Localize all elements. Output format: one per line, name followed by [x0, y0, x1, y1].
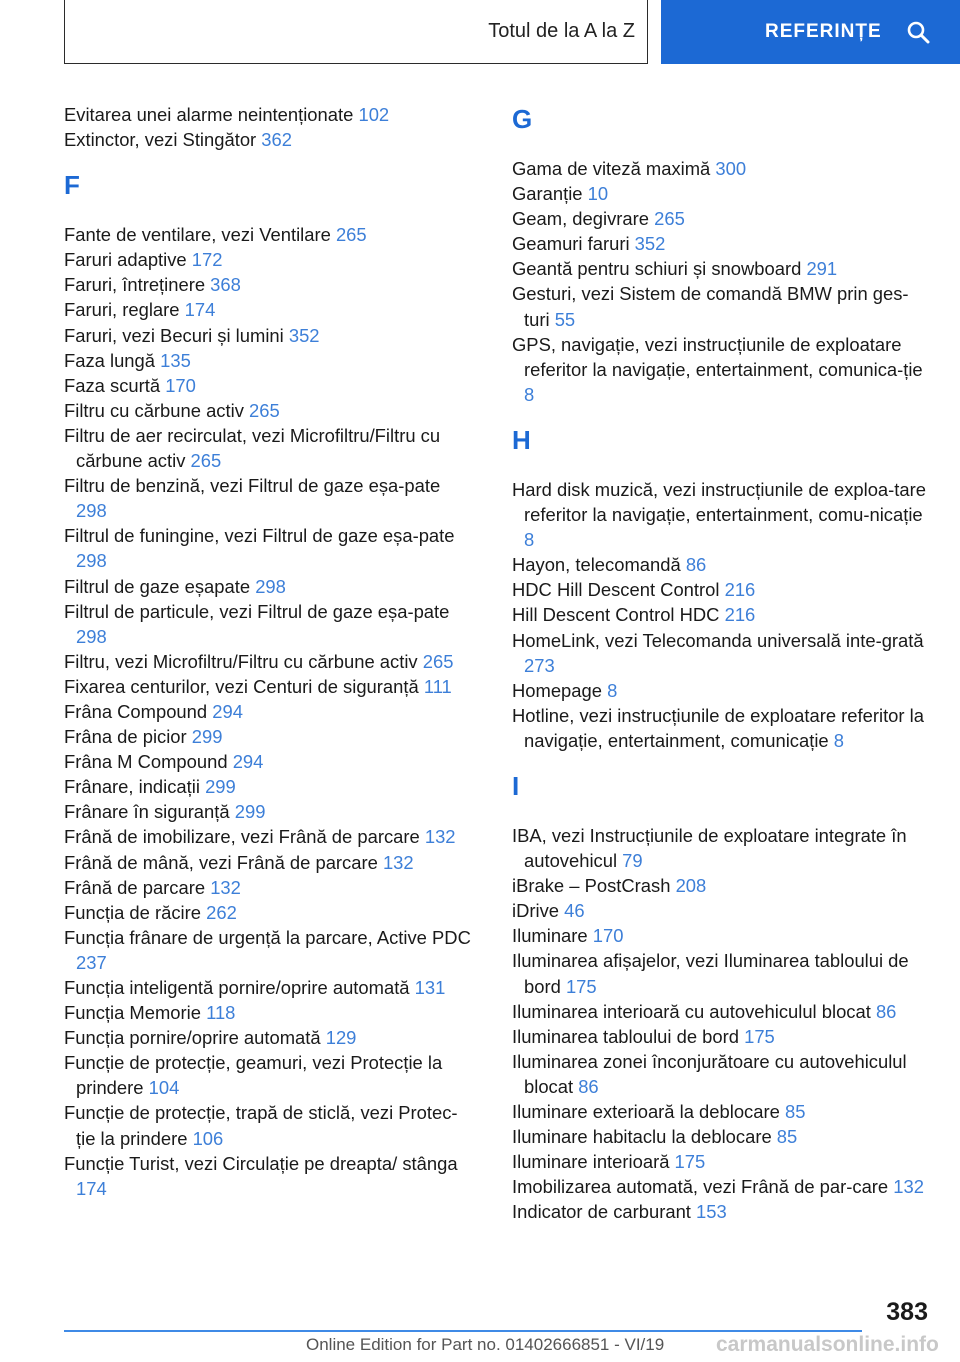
index-entry-text: Hayon, telecomandă [512, 554, 681, 576]
index-entry-text: Evitarea unei alarme neintenționate [64, 104, 354, 125]
page-reference-link[interactable]: 299 [191, 726, 223, 748]
index-entry [64, 222, 474, 247]
index-entry-text: Geantă pentru schiuri și snowboard [512, 258, 802, 280]
page-reference-link[interactable]: 291 [806, 258, 838, 280]
page-reference-link[interactable]: 174 [184, 299, 216, 321]
page-reference-link[interactable]: 216 [724, 579, 756, 601]
index-entry-text: Filtru de benzină, vezi Filtrul de gaze eșa-pate [64, 475, 441, 497]
page-reference-link[interactable]: 208 [675, 875, 707, 897]
index-entry [512, 156, 932, 181]
index-entry [64, 473, 474, 523]
index-entry-text: Hard disk muzică, vezi instrucțiunile de exploa-tare referitor la navigație, entertainment, comu-nicație [512, 478, 926, 526]
page-reference-link[interactable]: 85 [784, 1101, 806, 1122]
index-entry-text: Filtru, vezi Microfiltru/Filtru cu cărbune activ [64, 650, 418, 672]
page-reference-link[interactable]: 79 [622, 850, 643, 872]
index-entry-text: Iluminare habitaclu la deblocare [512, 1126, 772, 1148]
index-entry-text: Frâna de picior [64, 726, 187, 748]
index-entry [512, 477, 932, 552]
index-entry [64, 398, 474, 423]
page-reference-link[interactable]: 132 [424, 826, 456, 848]
page-reference-link[interactable]: 132 [893, 1176, 924, 1198]
index-entry [512, 1049, 932, 1099]
page-reference-link[interactable]: 265 [249, 399, 280, 421]
index-entry [512, 823, 932, 873]
index-entry [64, 423, 474, 473]
page-reference-link[interactable]: 273 [524, 654, 555, 676]
page-reference-link[interactable]: 174 [76, 1177, 107, 1199]
index-entry [512, 206, 932, 231]
index-entry-text: Funcție de protecție, trapă de sticlă, vezi Protec-ție la prindere [64, 1102, 458, 1149]
index-entry-text: Iluminare interioară [512, 1151, 670, 1173]
index-column-left [64, 102, 474, 1201]
index-entry [512, 552, 932, 577]
index-entry-text: Frână de imobilizare, vezi Frână de parcare [64, 826, 420, 848]
index-entry [64, 875, 474, 900]
page-reference-link[interactable]: 299 [205, 776, 236, 798]
index-entry-text: Frână de mână, vezi Frână de parcare [64, 851, 378, 873]
page-reference-link[interactable]: 46 [564, 900, 585, 922]
index-entry [64, 1050, 474, 1100]
index-entry-text: Hotline, vezi instrucțiunile de exploatare referitor la navigație, entertainment, comunicație [512, 704, 924, 751]
index-entry [512, 1174, 932, 1199]
page-reference-link[interactable]: 106 [192, 1127, 224, 1149]
index-entry-text: Fante de ventilare, vezi Ventilare [64, 224, 331, 246]
page-reference-link[interactable]: 294 [232, 751, 264, 773]
page-reference-link[interactable]: 8 [524, 383, 535, 405]
index-entry-text: Funcție Turist, vezi Circulație pe dreapta/ stânga [64, 1152, 458, 1174]
index-entry-text: HDC Hill Descent Control [512, 579, 720, 601]
page-reference-link[interactable]: 298 [76, 625, 107, 647]
index-entry [64, 247, 474, 272]
index-entry-text: Extinctor, vezi Stingător [64, 129, 257, 151]
index-entry [512, 602, 932, 627]
index-entry-text: iDrive [512, 900, 560, 922]
index-entry [64, 373, 474, 398]
page-reference-link[interactable]: 172 [191, 249, 223, 271]
index-entry [64, 297, 474, 322]
page-reference-link[interactable]: 237 [76, 951, 107, 973]
watermark: carmanualsonline.info [716, 1333, 939, 1356]
page-reference-link[interactable]: 265 [335, 224, 367, 246]
page-reference-link[interactable]: 175 [674, 1151, 706, 1173]
page-reference-link[interactable]: 118 [206, 1002, 236, 1024]
page-reference-link[interactable]: 86 [875, 1000, 897, 1022]
index-entry [512, 1199, 932, 1224]
index-entry-text: Filtrul de particule, vezi Filtrul de gaze eșa-pate [64, 600, 450, 622]
index-entry [512, 1024, 932, 1049]
index-entry-text: Iluminare exterioară la deblocare [512, 1101, 780, 1122]
index-entry [64, 1025, 474, 1050]
index-letter-heading: G [512, 104, 533, 134]
index-entry-text: Gama de viteză maximă [512, 158, 711, 179]
index-entry [64, 774, 474, 799]
page-reference-link[interactable]: 352 [634, 233, 666, 255]
index-entry [64, 749, 474, 774]
page-reference-link[interactable]: 294 [212, 700, 243, 722]
page-reference-link[interactable]: 170 [165, 374, 196, 396]
page-reference-link[interactable]: 175 [744, 1025, 775, 1047]
index-entry [64, 127, 474, 152]
index-entry-text: Faruri, vezi Becuri și lumini [64, 324, 284, 346]
index-entry [64, 348, 474, 373]
page-reference-link[interactable]: 362 [261, 129, 292, 151]
page-reference-link[interactable]: 352 [288, 324, 320, 346]
index-entry [64, 925, 474, 975]
search-icon [906, 20, 930, 44]
section-title-box [64, 0, 648, 64]
index-entry-text: Filtrul de gaze eșapate [64, 575, 251, 597]
page-reference-link[interactable]: 85 [776, 1126, 798, 1148]
index-letter-heading: F [64, 170, 80, 201]
index-entry [512, 948, 932, 998]
index-entry-text: Faruri, reglare [64, 299, 180, 321]
index-entry [512, 1099, 932, 1124]
index-entry-text: Funcție de protecție, geamuri, vezi Protecție la prindere [64, 1052, 443, 1099]
index-entry [512, 181, 932, 206]
index-entry-text: Imobilizarea automată, vezi Frână de par-care [512, 1176, 889, 1198]
section-title: Totul de la A la Z [488, 20, 635, 42]
index-entry [64, 1000, 474, 1025]
page-reference-link[interactable]: 298 [76, 500, 107, 522]
page-reference-link[interactable]: 135 [160, 349, 191, 371]
page-reference-link[interactable]: 298 [255, 575, 286, 597]
index-entry-text: Funcția pornire/oprire automată [64, 1027, 321, 1049]
index-entry [512, 628, 932, 678]
index-entry-text: Faruri, întreținere [64, 274, 206, 296]
index-entry-text: Fixarea centurilor, vezi Centuri de siguranță [64, 675, 419, 697]
index-entry-text: Iluminarea tabloului de bord [512, 1025, 739, 1047]
index-entry-text: Funcția frânare de urgență la parcare, Active PDC [64, 926, 471, 948]
page-reference-link[interactable]: 132 [210, 876, 241, 898]
index-entry [64, 323, 474, 348]
index-column-right [512, 102, 932, 1224]
page-reference-link[interactable]: 129 [325, 1027, 357, 1049]
page-reference-link[interactable]: 298 [76, 550, 107, 572]
index-entry-text: Frână de parcare [64, 876, 206, 898]
index-entry [512, 231, 932, 256]
index-entry [512, 1149, 932, 1174]
index-entry [64, 649, 474, 674]
page-reference-link[interactable]: 8 [607, 679, 618, 701]
index-entry-text: Filtru cu cărbune activ [64, 399, 244, 421]
page-reference-link[interactable]: 170 [592, 925, 624, 947]
page-reference-link[interactable]: 8 [833, 729, 844, 751]
index-entry [64, 674, 474, 699]
index-entry [64, 1151, 474, 1201]
referinte-tab-label: REFERINȚE [765, 21, 882, 42]
index-entry [512, 678, 932, 703]
page-reference-link[interactable]: 300 [715, 158, 747, 179]
index-entry-text: Frâna M Compound [64, 751, 228, 773]
index-entry-text: GPS, navigație, vezi instrucțiunile de exploatare referitor la navigație, entertainment, comunica-ție [512, 333, 923, 380]
index-entry-text: Frânare, indicații [64, 776, 200, 798]
index-entry [64, 699, 474, 724]
index-entry [64, 574, 474, 599]
page-reference-link[interactable]: 10 [587, 183, 609, 205]
index-entry-text: Filtru de aer recirculat, vezi Microfiltru/Filtru cu cărbune activ [64, 424, 441, 472]
index-entry [64, 824, 474, 849]
index-entry-text: iBrake – PostCrash [512, 875, 671, 897]
index-entry-text: Faruri adaptive [64, 249, 187, 271]
referinte-tab[interactable] [661, 0, 960, 64]
index-entry-text: Iluminarea interioară cu autovehiculul blocat [512, 1000, 871, 1022]
page-reference-link[interactable]: 111 [423, 675, 452, 697]
index-entry [512, 703, 932, 753]
page-reference-link[interactable]: 153 [696, 1201, 727, 1223]
index-entry [512, 873, 932, 898]
page-reference-link[interactable]: 86 [578, 1075, 599, 1097]
index-entry [64, 975, 474, 1000]
page-reference-link[interactable]: 262 [206, 901, 237, 923]
page-reference-link[interactable]: 265 [654, 208, 685, 230]
index-entry-text: Geam, degivrare [512, 208, 649, 230]
index-entry-text: Garanție [512, 183, 583, 205]
page-reference-link[interactable]: 55 [554, 308, 576, 330]
index-entry-text: Frâna Compound [64, 700, 208, 722]
page-reference-link[interactable]: 175 [565, 975, 597, 997]
page-reference-link[interactable]: 8 [524, 529, 535, 551]
page-reference-link[interactable]: 265 [190, 450, 222, 472]
index-entry-text: Iluminare [512, 925, 588, 947]
index-entry-text: IBA, vezi Instrucțiunile de exploatare integrate în autovehicul [512, 824, 907, 872]
index-entry-text: Filtrul de funingine, vezi Filtrul de gaze eșa-pate [64, 525, 455, 547]
index-entry [512, 898, 932, 923]
page-reference-link[interactable]: 265 [422, 650, 454, 672]
page-number: 383 [886, 1298, 928, 1326]
index-entry [64, 102, 474, 127]
index-entry [512, 281, 932, 331]
index-entry-text: Iluminarea zonei înconjurătoare cu autovehiculul blocat [512, 1050, 907, 1097]
page-reference-link[interactable]: 299 [234, 801, 266, 823]
index-entry-text: Geamuri faruri [512, 233, 630, 255]
page-reference-link[interactable]: 131 [414, 977, 446, 998]
index-entry [512, 999, 932, 1024]
index-entry-text: HomeLink, vezi Telecomanda universală inte-grată [512, 629, 924, 651]
edition-text: Online Edition for Part no. 01402666851 - VI/19 [306, 1335, 665, 1354]
page-reference-link[interactable]: 216 [724, 604, 756, 626]
index-entry [64, 724, 474, 749]
index-entry [512, 1124, 932, 1149]
index-entry-text: Faza lungă [64, 349, 155, 371]
index-entry [64, 272, 474, 297]
index-entry [64, 1100, 474, 1150]
index-entry-text: Indicator de carburant [512, 1201, 691, 1223]
index-entry [64, 523, 474, 573]
index-entry-text: Funcția de răcire [64, 901, 201, 923]
index-entry [64, 900, 474, 925]
index-entry-text: Hill Descent Control HDC [512, 604, 720, 626]
index-entry [64, 850, 474, 875]
index-entry [512, 332, 932, 407]
index-entry [64, 799, 474, 824]
page-reference-link[interactable]: 132 [382, 851, 414, 873]
index-entry-text: Funcția Memorie [64, 1002, 201, 1024]
index-entry-text: Funcția inteligentă pornire/oprire automată [64, 977, 410, 998]
index-entry [512, 923, 932, 948]
index-letter-heading: H [512, 424, 531, 455]
index-entry-text: Frânare în siguranță [64, 801, 230, 823]
page-reference-link[interactable]: 368 [210, 274, 241, 296]
page-reference-link[interactable]: 102 [358, 104, 390, 125]
index-entry [512, 577, 932, 602]
index-entry-text: Faza scurtă [64, 374, 161, 396]
index-entry-text: Gesturi, vezi Sistem de comandă BMW prin ges-turi [512, 283, 909, 330]
index-entry [512, 256, 932, 281]
index-entry [64, 599, 474, 649]
index-entry-text: Iluminarea afișajelor, vezi Iluminarea tabloului de bord [512, 950, 909, 997]
footer-divider [64, 1330, 862, 1332]
index-entry-text: Homepage [512, 679, 602, 701]
page-reference-link[interactable]: 86 [685, 554, 707, 576]
page-reference-link[interactable]: 104 [148, 1077, 180, 1099]
index-letter-heading: I [512, 770, 520, 801]
